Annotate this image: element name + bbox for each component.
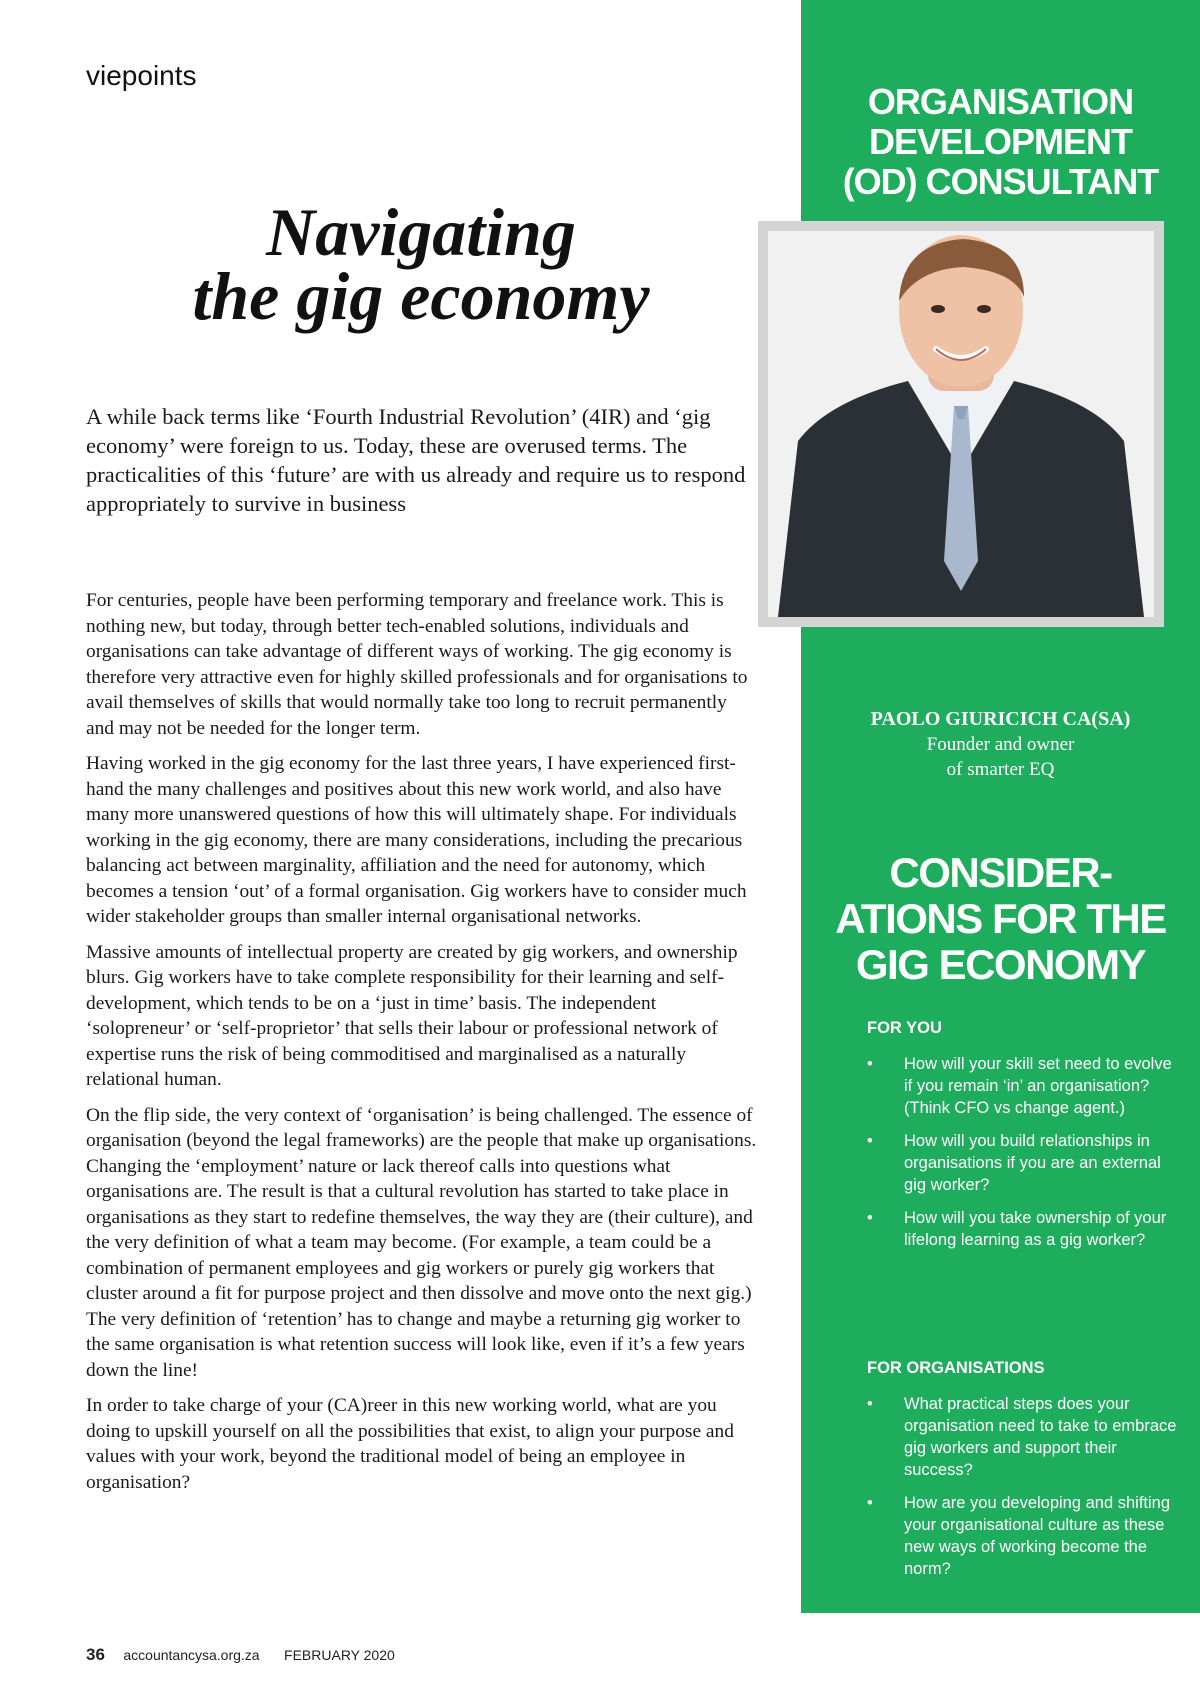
bullet-icon: • — [867, 1209, 873, 1227]
bullet-icon: • — [867, 1494, 873, 1512]
list-item — [867, 1053, 1177, 1119]
article-title-line2: the gig economy — [192, 258, 650, 334]
body-paragraph: Massive amounts of intellectual property are created by gig workers, and ownership blurs. Gig workers have to take complete responsibility for their learning and self-development, which tends to be on a ‘just in time’ basis. The independent ‘solopreneur’ or ‘self-proprietor’ that sells their labour or professional network of expertise runs the risk of being commoditised and marginalised as a naturally relational human. — [86, 941, 738, 1090]
list-item — [867, 1207, 1177, 1251]
for-you-heading: FOR YOU — [867, 1019, 942, 1037]
article-standfirst: A while back terms like ‘Fourth Industrial Revolution’ (4IR) and ‘gig economy’ were foreign to us. Today, these are overused terms. The practicalities of this ‘future’ are with us already and require us to respond appropriately to survive in business — [86, 404, 746, 516]
author-role-line2: DEVELOPMENT — [868, 121, 1133, 162]
bullet-icon: • — [867, 1395, 873, 1413]
author-photo — [768, 231, 1154, 617]
bullet-icon: • — [867, 1055, 873, 1073]
page-footer — [86, 1645, 395, 1665]
author-title-line1: Founder and owner — [926, 734, 1075, 755]
author-name: PAOLO GIURICICH CA(SA) — [870, 708, 1131, 730]
body-paragraph: For centuries, people have been performing temporary and freelance work. This is nothing new, but today, through better tech-enabled solutions, individuals and organisations can take advantage of different ways of working. The gig economy is therefore very attractive even for highly skilled professionals and for organisations to avail themselves of skills that would normally take too long to recruit permanently and may not be needed for the longer term. — [86, 590, 748, 739]
list-item — [867, 1393, 1177, 1481]
author-title-line2: of smarter EQ — [946, 759, 1055, 780]
list-item-text: How will your skill set need to evolve if you remain ‘in’ an organisation? (Think CFO vs change agent.) — [904, 1055, 1172, 1117]
list-item-text: How will you build relationships in organisations if you are an external gig worker? — [904, 1132, 1161, 1194]
for-organisations-heading: FOR ORGANISATIONS — [867, 1359, 1045, 1377]
list-item-text: How are you developing and shifting your organisational culture as these new ways of working become the norm? — [904, 1494, 1171, 1578]
considerations-title-line2: ATIONS FOR THE — [835, 895, 1166, 942]
footer-website: accountancysa.org.za — [123, 1647, 260, 1663]
list-item — [867, 1130, 1177, 1196]
page-number: 36 — [86, 1645, 105, 1664]
bullet-icon: • — [867, 1132, 873, 1150]
for-you-list — [867, 1053, 1177, 1262]
author-photo-frame — [758, 221, 1164, 627]
considerations-title-line1: CONSIDER- — [889, 849, 1112, 896]
author-portrait-illustration — [768, 231, 1154, 617]
body-paragraph: In order to take charge of your (CA)reer in this new working world, what are you doing to upskill yourself on all the possibilities that exist, to align your purpose and values with your work, beyond the traditional model of being an employee in organisation? — [86, 1395, 734, 1493]
author-role — [801, 82, 1200, 202]
considerations-title — [801, 850, 1200, 988]
section-tag: viepoints — [86, 60, 197, 91]
author-role-line3: (OD) CONSULTANT — [842, 161, 1159, 202]
footer-issue: FEBRUARY 2020 — [284, 1647, 395, 1663]
article-title — [86, 194, 756, 334]
list-item-text: How will you take ownership of your lifelong learning as a gig worker? — [904, 1209, 1167, 1249]
body-paragraph: On the flip side, the very context of ‘organisation’ is being challenged. The essence of organisation (beyond the legal frameworks) are the people that make up organisations. Changing the ‘employment’ nature or lack thereof calls into questions what organisations are. The result is that a cultural revolution has started to take place in organisations as they start to redefine themselves, the way they are (their culture), and the very definition of what a team may become. (For example, a team could be a combination of permanent employees and gig workers or purely gig workers that cluster around a fit for purpose project and then dissolve and move onto the next gig.) The very definition of ‘retention’ has to change and maybe a returning gig worker to the same organisation is what retention success will look like, even if it’s a few years down the line! — [86, 1104, 757, 1381]
article-body — [86, 588, 758, 1505]
author-credit — [801, 706, 1200, 782]
author-role-line1: ORGANISATION — [867, 81, 1134, 122]
body-paragraph: Having worked in the gig economy for the last three years, I have experienced first-hand the many challenges and positives about this new work world, and also have many more unanswered questions of how this will ultimately shape. For individuals working in the gig economy, there are many considerations, including the precarious balancing act between marginality, affiliation and the need for autonomy, which becomes a tension ‘out’ of a formal organisation. Gig workers have to consider much wider stakeholder groups than smaller internal organisational networks. — [86, 753, 747, 927]
for-organisations-list — [867, 1393, 1177, 1591]
considerations-title-line3: GIG ECONOMY — [855, 941, 1146, 988]
list-item — [867, 1492, 1177, 1580]
article-title-line1: Navigating — [266, 194, 576, 270]
list-item-text: What practical steps does your organisation need to take to embrace gig workers and support their success? — [904, 1395, 1177, 1479]
